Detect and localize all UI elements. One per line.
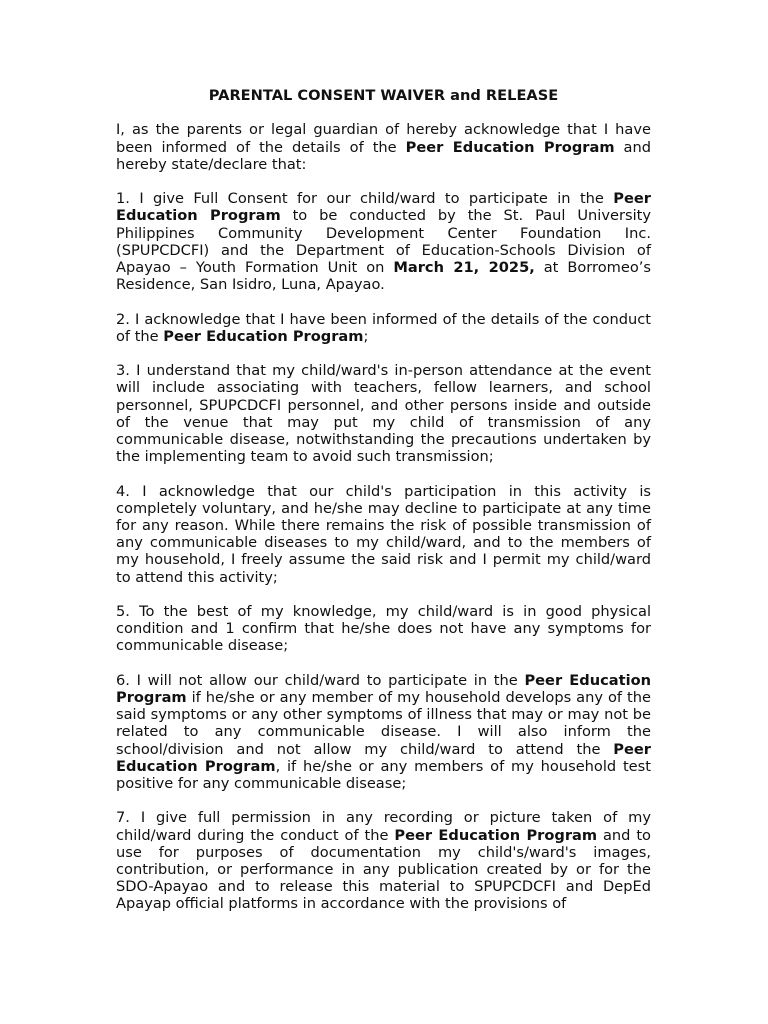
clause-6-text-b: if he/she or any member of my household develops any of the said symptoms or any other symptoms of illness that may or may not be related to any communicable disease. I will also inform the school/division and not allow my child/ward to attend the <box>116 689 651 758</box>
clause-6-text-c: , if he/she or any members of my household test positive for any communicable disease; <box>116 757 651 793</box>
clause-7-text-a: 7. I give full permission in any recording or picture taken of my child/ward during the conduct of the <box>116 809 651 844</box>
program-name: Peer Education Program <box>405 138 615 156</box>
program-name: Peer Education Program <box>116 671 651 706</box>
clause-7-text-b: and to use for purposes of documentation my child's/ward's images, contribution, or performance in any publication created by or for the SDO-Apayao and to release this material to SPUPCDCFI and DepEd Apayap official platforms in accordance with the provisions of <box>116 826 651 913</box>
program-name: Peer Education Program <box>394 826 598 844</box>
clause-1-text-c: at Borromeo’s Residence, San Isidro, Luna, Apayao. <box>116 259 651 294</box>
clause-6-text-a: 6. I will not allow our child/ward to participate in the <box>116 671 525 689</box>
clause-7 <box>116 809 651 912</box>
intro-text-a: I, as the parents or legal guardian of hereby acknowledge that I have been informed of the details of the <box>116 121 651 156</box>
clause-6 <box>116 672 651 792</box>
intro-paragraph <box>116 121 651 173</box>
program-name: Peer Education Program <box>163 327 364 345</box>
intro-text-b: and hereby state/declare that: <box>116 138 651 173</box>
clause-5: 5. To the best of my knowledge, my child/ward is in good physical condition and 1 confirm that he/she does not have any symptoms for communicable disease; <box>116 603 651 655</box>
clause-1-text-a: 1. I give Full Consent for our child/ward to participate in the <box>116 190 614 208</box>
clause-2-text-a: 2. I acknowledge that I have been informed of the details of the conduct of the <box>116 310 651 345</box>
document-title: PARENTAL CONSENT WAIVER and RELEASE <box>208 87 559 104</box>
program-name: Peer Education Program <box>116 190 651 225</box>
program-name: Peer Education Program <box>116 740 651 775</box>
event-date: March 21, 2025, <box>393 259 535 276</box>
clause-4: 4. I acknowledge that our child's participation in this activity is completely voluntary, and he/she may decline to participate at any time for any reason. While there remains the risk of possible transmission of any communicable diseases to my child/ward, and to the members of my household, I freely assume the said risk and I permit my child/ward to attend this activity; <box>116 482 651 586</box>
clause-2-text-b: ; <box>363 327 369 345</box>
clause-2 <box>116 311 651 345</box>
document-body <box>116 87 651 930</box>
clause-1-text-b: to be conducted by the St. Paul University Philippines Community Development Center Foundation Inc. (SPUPCDCFI) and the Department of Education-Schools Division of Apayao – Youth Formation Unit on <box>116 207 651 276</box>
clause-3: 3. I understand that my child/ward's in-person attendance at the event will include associating with teachers, fellow learners, and school personnel, SPUPCDCFI personnel, and other persons inside and outside of the venue that may put my child of transmission of any communicable disease, notwithstanding the precautions undertaken by the implementing team to avoid such transmission; <box>116 362 651 466</box>
clause-1 <box>116 190 651 293</box>
